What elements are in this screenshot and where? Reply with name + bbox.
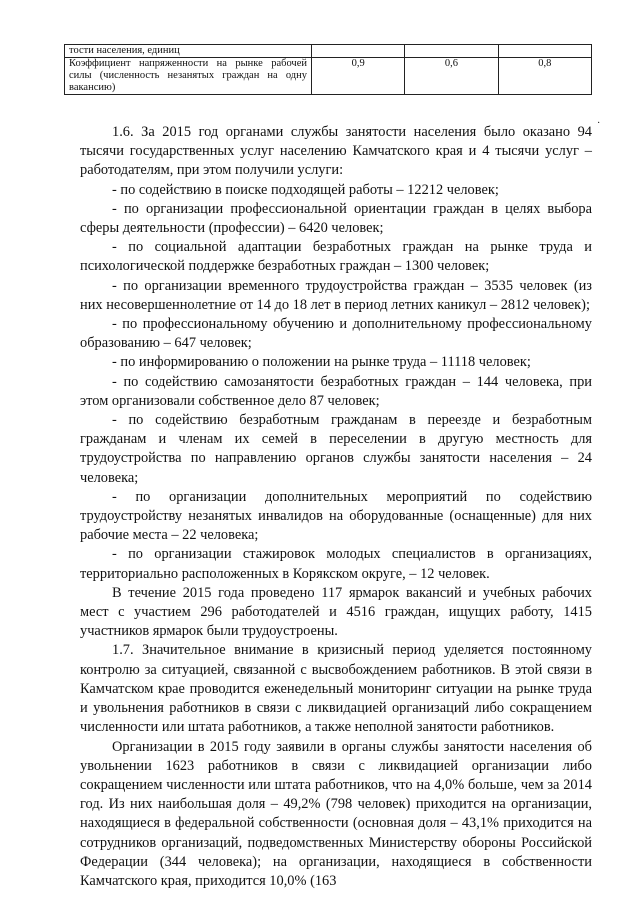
paragraph-1-7: 1.7. Значительное внимание в кризисный период уделяется постоянному контролю за ситуацией, связанной с высвобождением работников. В этой связи в Камчатском крае проводится еженедельный мониторинг ситуации на рынке труда и увольнения работников в связи с ликвидацией организаций либо сокращением численности или штата работников, а также неполной занятости работников. (80, 642, 592, 736)
paragraph-dismissals: Организации в 2015 году заявили в органы службы занятости населения об увольнении 1623 работников в связи с ликвидацией организации либо сокращением численности или штата работников, что на 4,0% больше, чем за 2014 год. Из них наибольшая доля – 49,2% (798 человек) приходится на организации, находящиеся в федеральной собственности (основная доля – 43,1% приходится на сотрудников организаций, подведомственных Министерству обороны Российской Федерации (344 человека); на организации, находящиеся в собственности Камчатского края, приходится 10,0% (163 (80, 738, 592, 889)
list-item: - по организации профессиональной ориентации граждан в целях выбора сферы деятельности (профессии) – 6420 человек; (80, 200, 592, 237)
table-cell-label: Коэффициент напряженности на рынке рабочей силы (численность незанятых граждан на одну вакансию) (65, 58, 312, 95)
list-item: - по организации дополнительных мероприятий по содействию трудоустройству незанятых инвалидов на оборудованные (оснащенные) для них рабочие места – 22 человека; (80, 488, 592, 544)
table-cell-value (405, 45, 498, 58)
table-cell-value: 0,6 (405, 58, 498, 95)
list-item: - по содействию самозанятости безработных граждан – 144 человека, при этом организовали собственное дело 87 человек; (80, 373, 592, 409)
list-item: - по содействию безработным гражданам в переезде и безработным гражданам и членам их семей в переселении в другую местность для трудоустройства по направлению органов службы занятости населения – 24 человека; (80, 412, 592, 486)
document-body (80, 123, 592, 891)
stray-mark: · (597, 118, 601, 129)
table-cell-value (498, 45, 591, 58)
table-row (65, 58, 592, 95)
list-item: - по социальной адаптации безработных граждан на рынке труда и психологической поддержке безработных граждан – 1300 человек; (80, 239, 592, 275)
list-item: - по организации стажировок молодых специалистов в организациях, территориально расположенных в Корякском округе, – 12 человек. (80, 546, 592, 582)
list-item: - по профессиональному обучению и дополнительному профессиональному образованию – 647 человек; (80, 316, 592, 352)
table-row (65, 45, 592, 58)
list-item: - по организации временного трудоустройства граждан – 3535 человек (из них несовершеннолетние от 14 до 18 лет в период летних каникул – 2812 человек); (80, 277, 592, 313)
table-cell-value: 0,8 (498, 58, 591, 95)
table-cell-label: тости населения, единиц (65, 45, 312, 58)
table-cell-value (312, 45, 405, 58)
indicators-table (64, 44, 592, 95)
paragraph-1-6: 1.6. За 2015 год органами службы занятости населения было оказано 94 тысячи государственных услуг населению Камчатского края и 4 тысячи услуг – работодателям, при этом получили услуги: (80, 124, 592, 179)
list-item: - по содействию в поиске подходящей работы – 12212 человек; (112, 181, 499, 198)
paragraph-fairs: В течение 2015 года проведено 117 ярмарок вакансий и учебных рабочих мест с участием 296 работодателей и 4516 граждан, ищущих работу, 1415 участников ярмарок были трудоустроены. (80, 584, 592, 640)
list-item: - по информированию о положении на рынке труда – 11118 человек; (112, 354, 531, 371)
table-cell-value: 0,9 (312, 58, 405, 95)
